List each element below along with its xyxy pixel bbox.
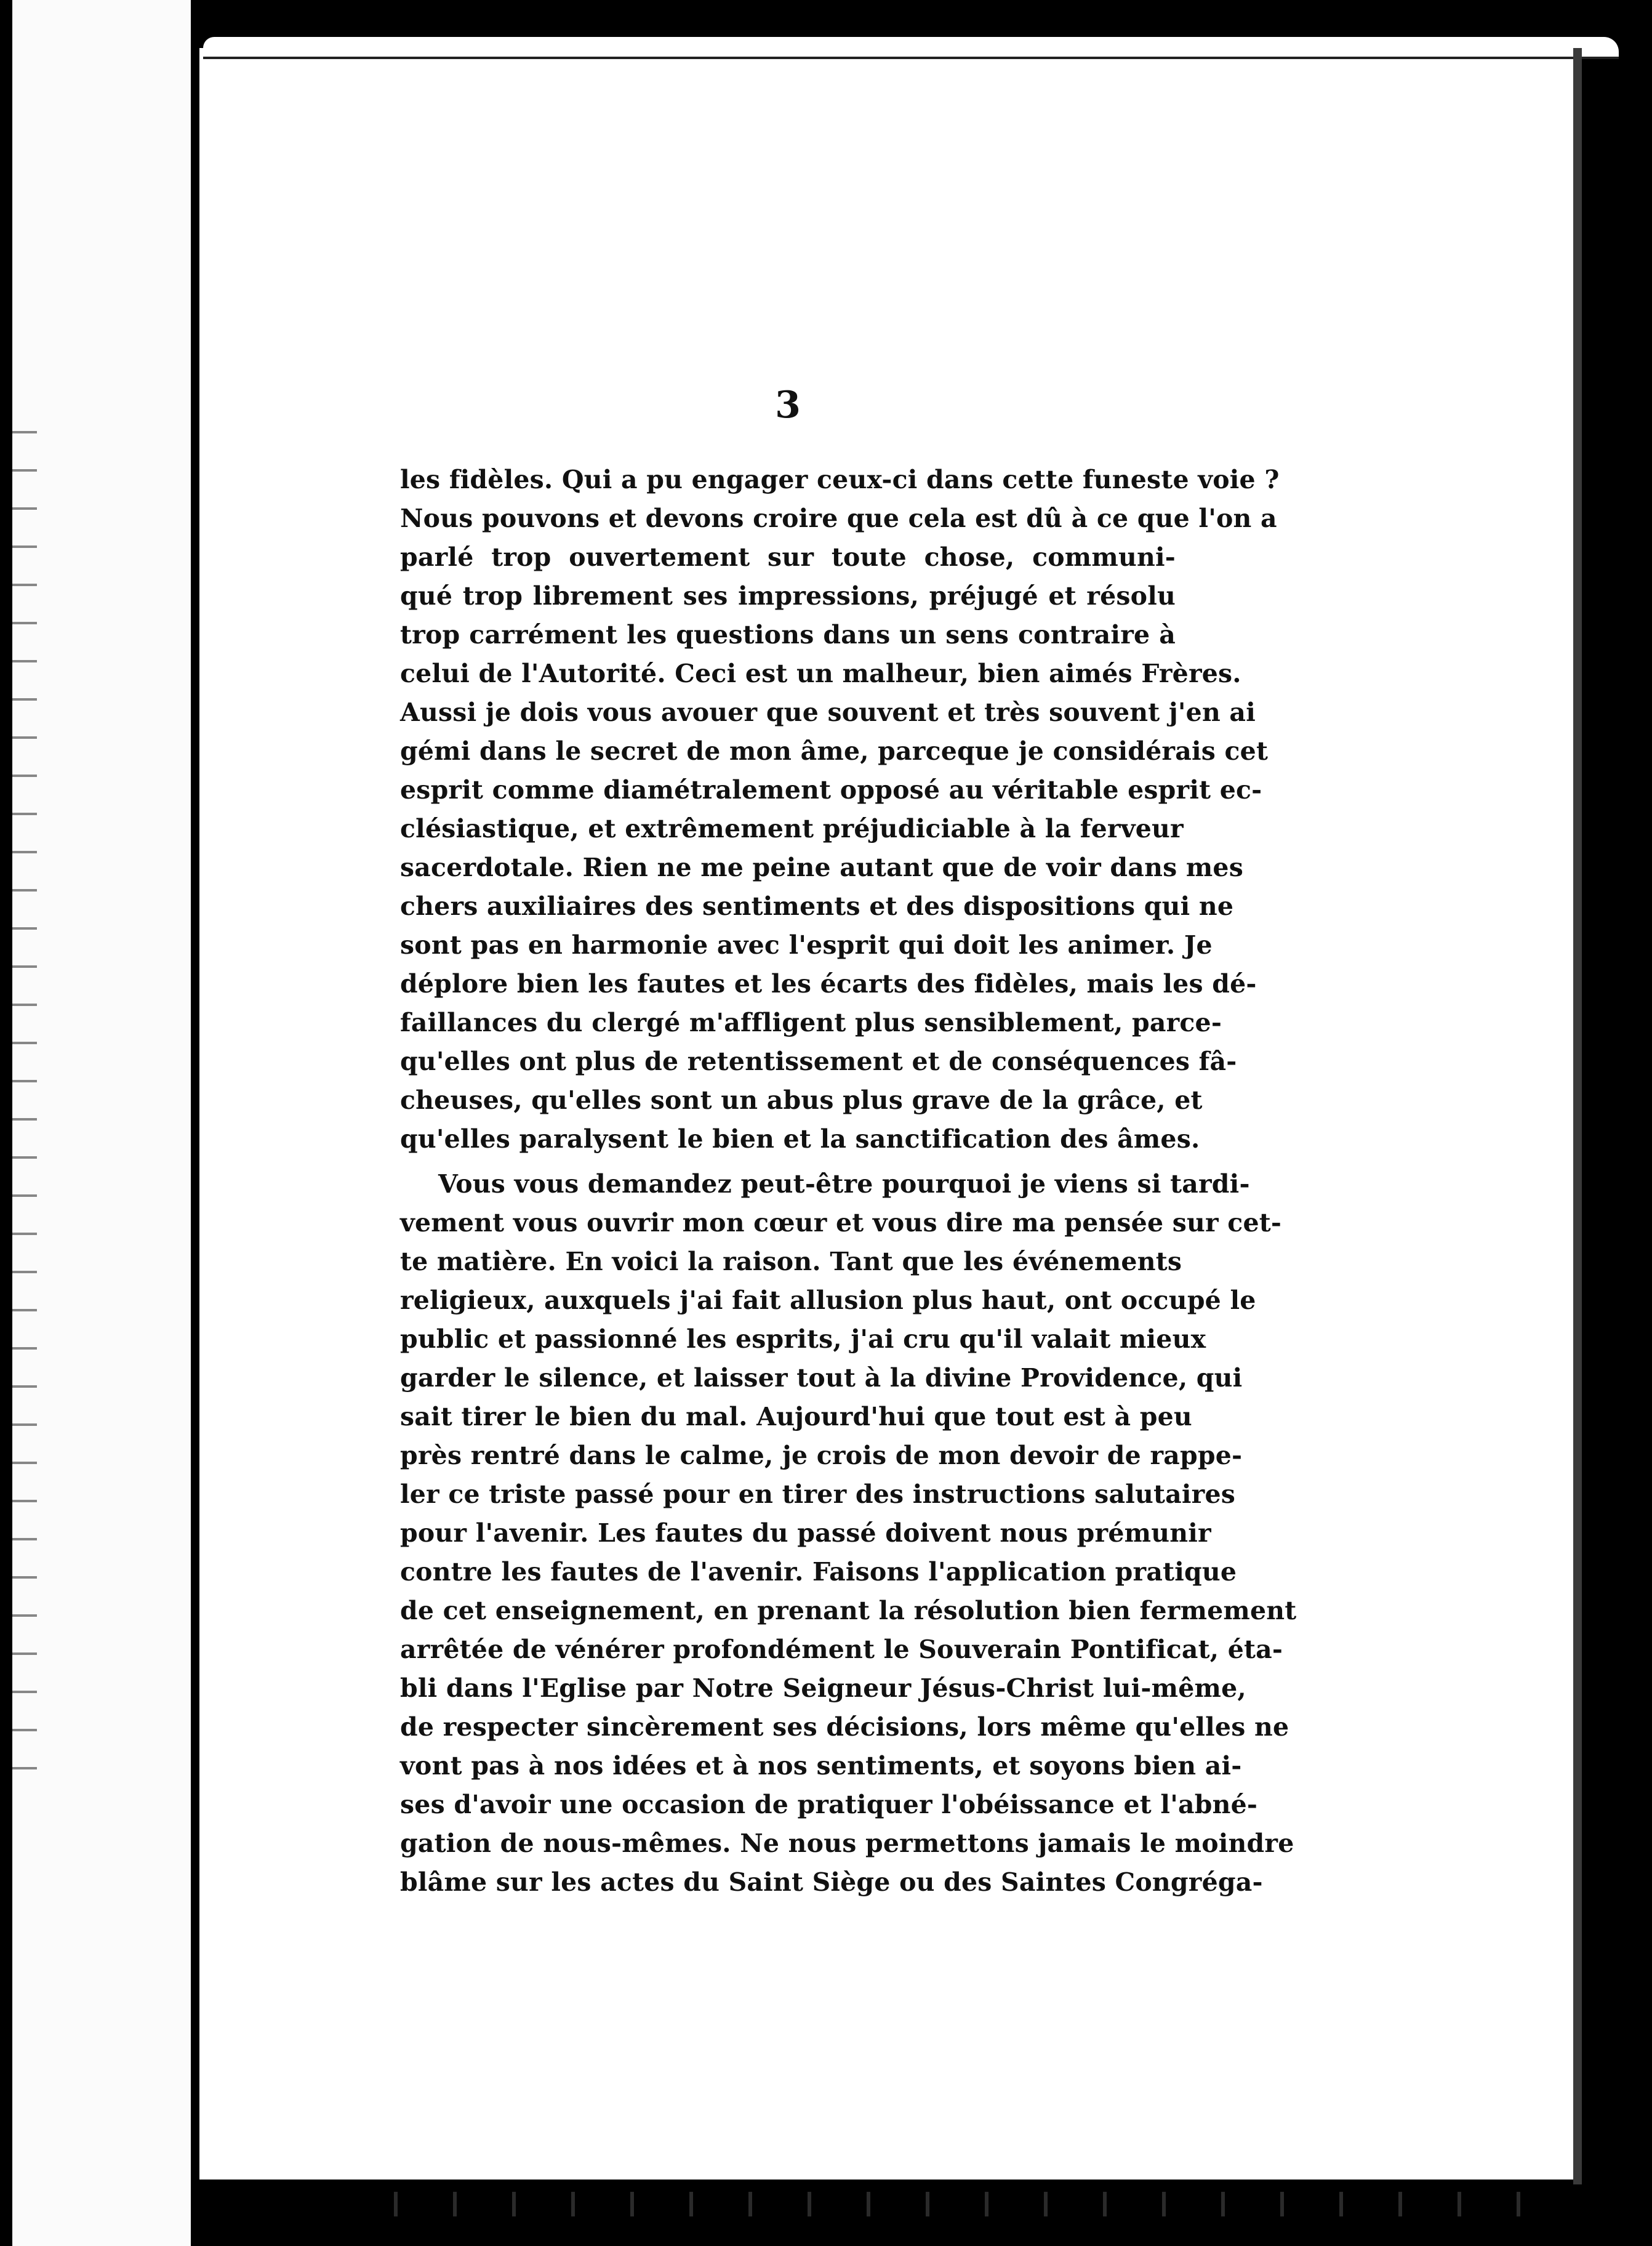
text-line: trop carrément les questions dans un sens contraire à xyxy=(400,620,1176,650)
text-line: gation de nous-mêmes. Ne nous permettons jamais le moindre xyxy=(400,1829,1294,1858)
text-line: de cet enseignement, en prenant la résolution bien fermement xyxy=(400,1596,1297,1625)
text-line: déplore bien les fautes et les écarts des fidèles, mais les dé- xyxy=(400,969,1257,999)
text-line: clésiastique, et extrêmement préjudiciable à la ferveur xyxy=(400,814,1184,843)
text-line: près rentré dans le calme, je crois de mon devoir de rappe- xyxy=(400,1441,1243,1470)
text-line: arrêtée de vénérer profondément le Souverain Pontificat, éta- xyxy=(400,1635,1283,1664)
text-line: public et passionné les esprits, j'ai cru qu'il valait mieux xyxy=(400,1324,1206,1354)
text-line: Nous pouvons et devons croire que cela est dû à ce que l'on a xyxy=(400,504,1277,533)
underlying-page xyxy=(12,0,199,2246)
text-line: ler ce triste passé pour en tirer des instructions salutaires xyxy=(400,1479,1236,1509)
text-line: ses d'avoir une occasion de pratiquer l'obéissance et l'abné- xyxy=(400,1790,1258,1819)
text-line: esprit comme diamétralement opposé au véritable esprit ec- xyxy=(400,775,1262,805)
page-top-edge xyxy=(203,37,1619,59)
text-line: Vous vous demandez peut-être pourquoi je viens si tardi- xyxy=(438,1169,1250,1199)
text-line: chers auxiliaires des sentiments et des dispositions qui ne xyxy=(400,892,1234,921)
text-line: parlé trop ouvertement sur toute chose, communi- xyxy=(400,542,1176,572)
text-line: sacerdotale. Rien ne me peine autant que de voir dans mes xyxy=(400,853,1243,882)
text-line: te matière. En voici la raison. Tant que les événements xyxy=(400,1247,1182,1276)
text-line: cheuses, qu'elles sont un abus plus grave de la grâce, et xyxy=(400,1085,1203,1115)
paragraph-break xyxy=(400,1159,1176,1165)
text-line: les fidèles. Qui a pu engager ceux-ci dans cette funeste voie ? xyxy=(400,465,1280,494)
text-line: blâme sur les actes du Saint Siège ou des Saintes Congréga- xyxy=(400,1867,1263,1897)
text-line: vont pas à nos idées et à nos sentiments, et soyons bien ai- xyxy=(400,1751,1242,1781)
text-line: faillances du clergé m'affligent plus sensiblement, parce- xyxy=(400,1008,1222,1037)
page-number: 3 xyxy=(775,384,801,427)
text-line: religieux, auxquels j'ai fait allusion plus haut, ont occupé le xyxy=(400,1286,1256,1315)
scan-border-left xyxy=(0,0,12,2246)
text-line: gémi dans le secret de mon âme, parceque je considérais cet xyxy=(400,736,1269,766)
text-line: sait tirer le bien du mal. Aujourd'hui que tout est à peu xyxy=(400,1402,1192,1431)
body-text xyxy=(400,461,1297,1902)
text-line: contre les fautes de l'avenir. Faisons l'application pratique xyxy=(400,1557,1237,1587)
scan-noise xyxy=(369,2192,1539,2216)
page-right-edge xyxy=(1573,48,1582,2184)
underlying-page-margin-marks xyxy=(12,431,37,1785)
text-line: vement vous ouvrir mon cœur et vous dire ma pensée sur cet- xyxy=(400,1208,1282,1238)
text-line: qué trop librement ses impressions, préjugé et résolu xyxy=(400,581,1176,611)
text-line: qu'elles paralysent le bien et la sanctification des âmes. xyxy=(400,1124,1200,1154)
text-line: de respecter sincèrement ses décisions, lors même qu'elles ne xyxy=(400,1712,1289,1742)
text-line: Aussi je dois vous avouer que souvent et très souvent j'en ai xyxy=(400,698,1256,727)
text-line: celui de l'Autorité. Ceci est un malheur, bien aimés Frères. xyxy=(400,659,1241,688)
text-line: garder le silence, et laisser tout à la divine Providence, qui xyxy=(400,1363,1243,1393)
text-line: qu'elles ont plus de retentissement et de conséquences fâ- xyxy=(400,1047,1237,1076)
text-line: pour l'avenir. Les fautes du passé doivent nous prémunir xyxy=(400,1518,1211,1548)
scan-border-right xyxy=(1573,0,1652,2246)
text-line: sont pas en harmonie avec l'esprit qui doit les animer. Je xyxy=(400,930,1213,960)
text-line: bli dans l'Eglise par Notre Seigneur Jésus-Christ lui-même, xyxy=(400,1673,1246,1703)
